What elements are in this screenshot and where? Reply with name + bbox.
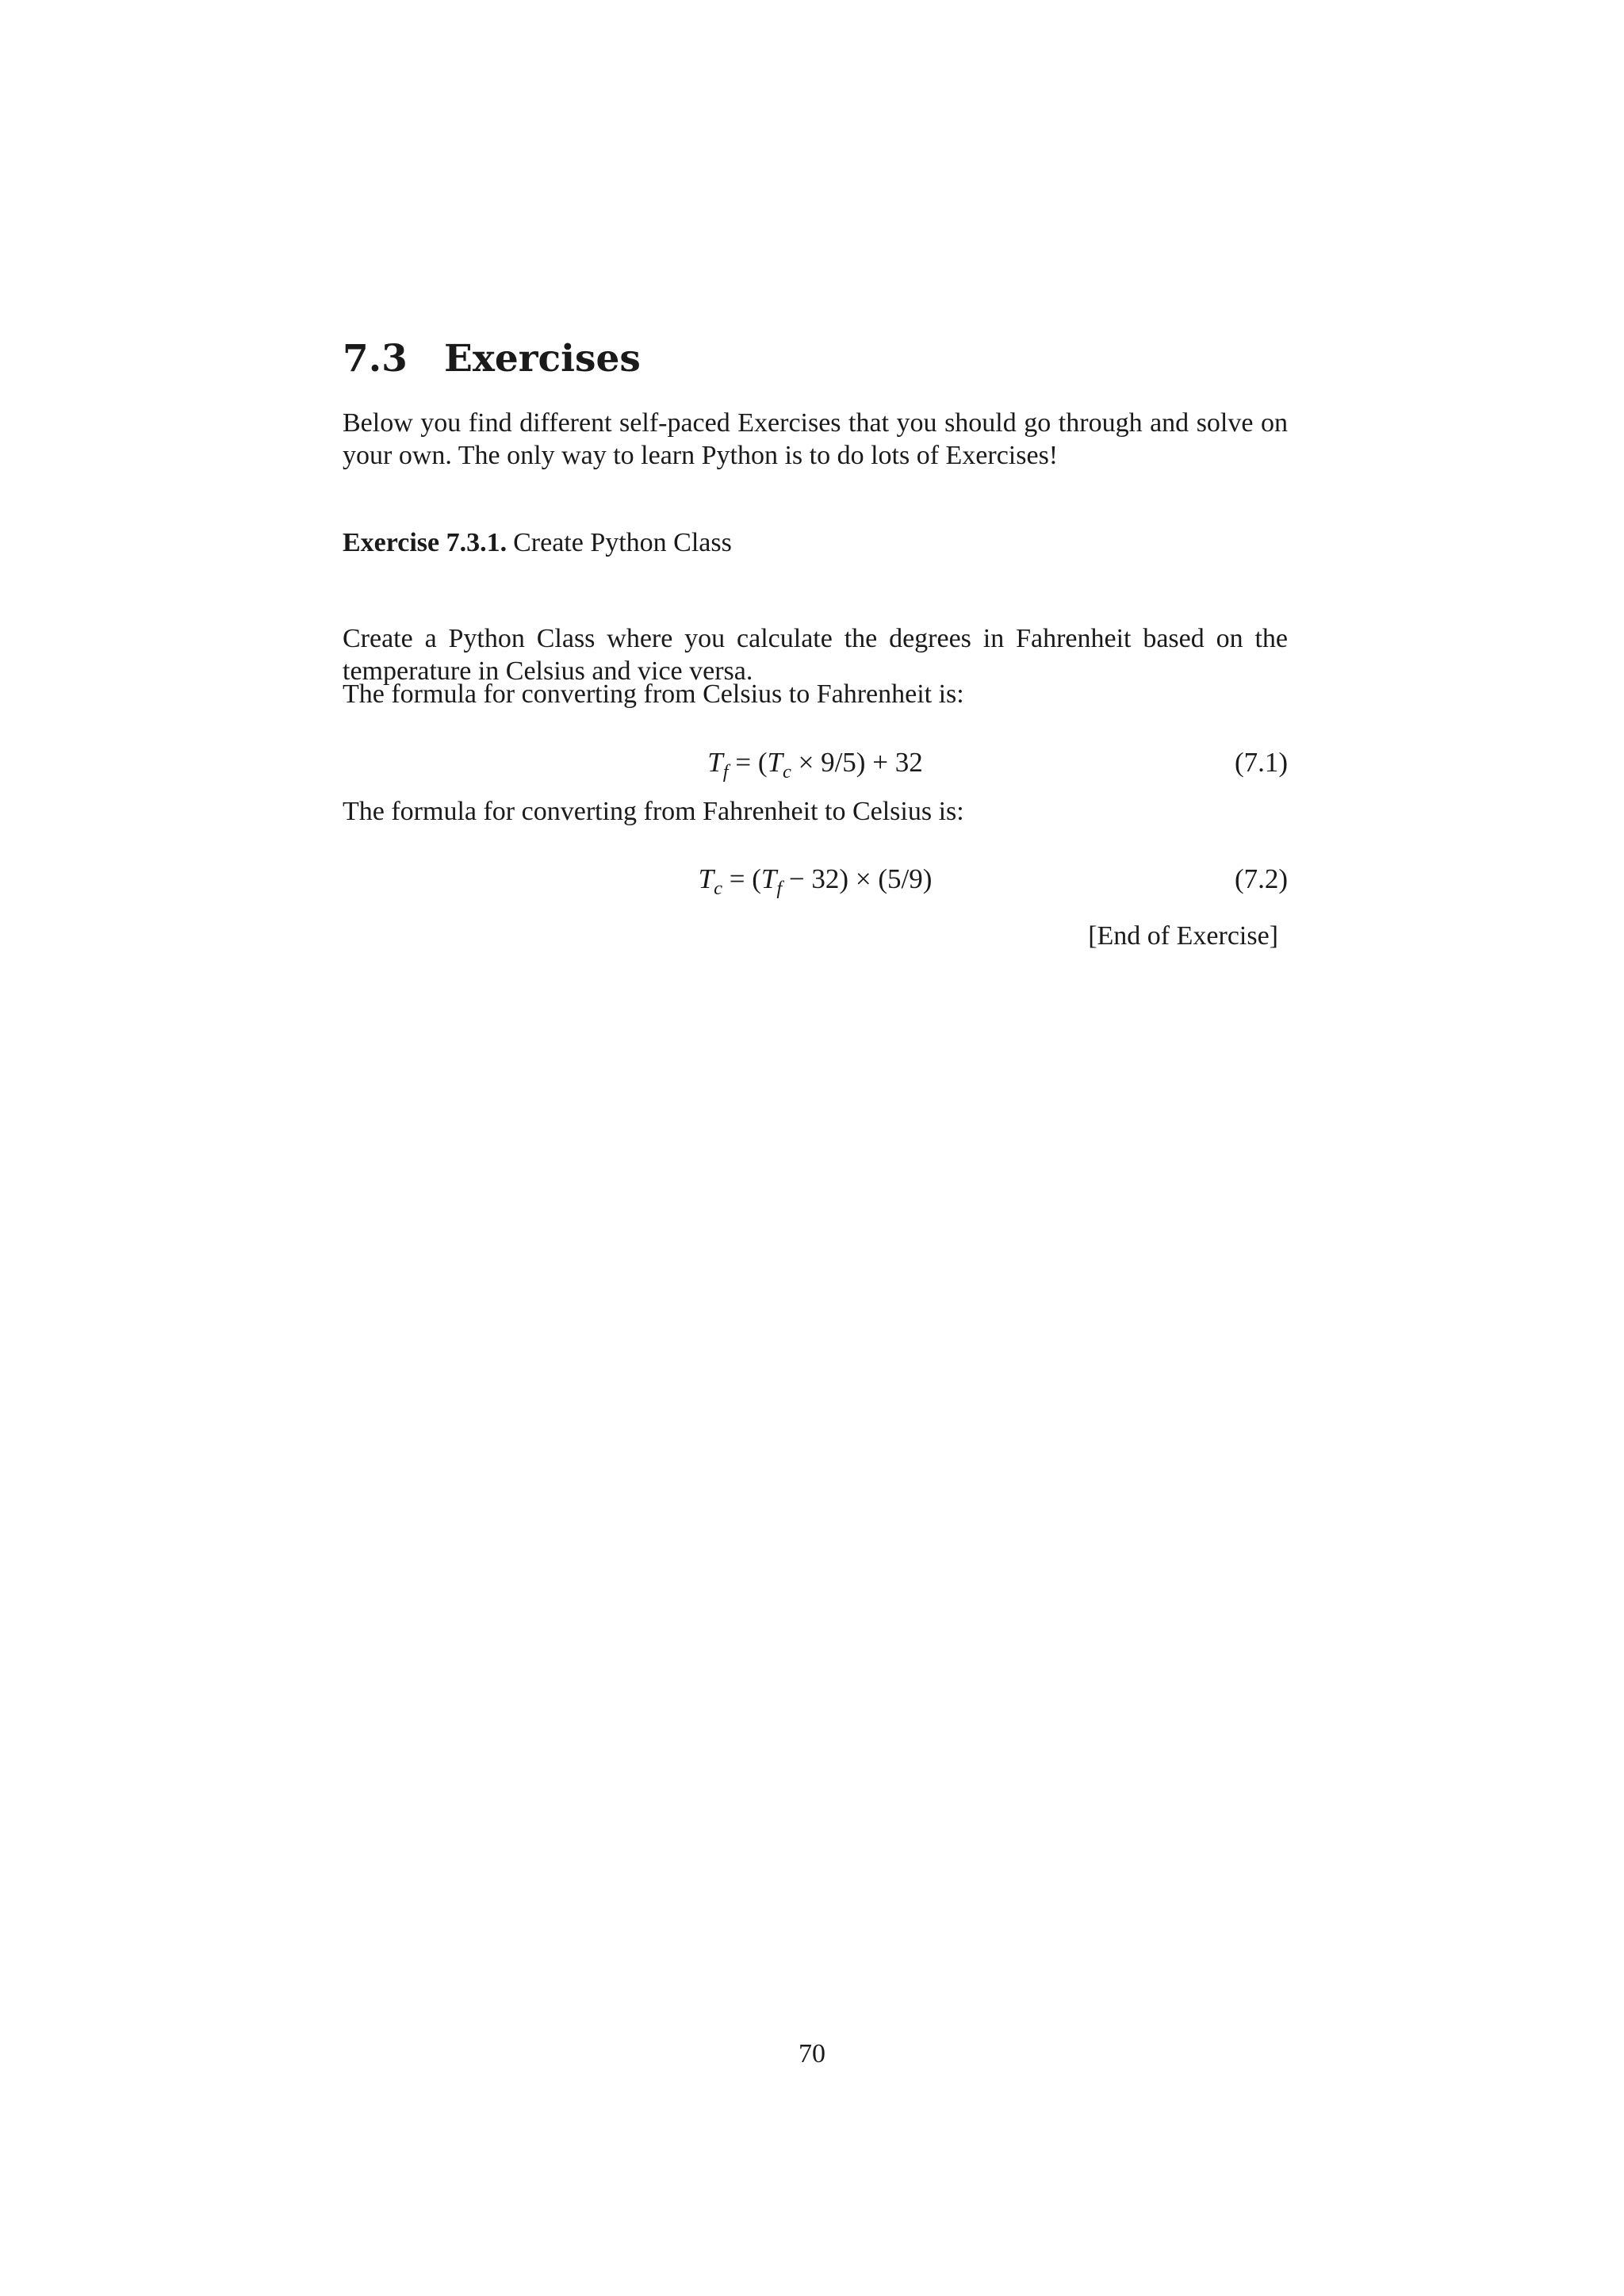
exercise-heading xyxy=(343,526,1288,559)
exercise-label: Exercise 7.3.1. xyxy=(343,528,508,557)
equation-number: (7.2) xyxy=(1234,863,1288,894)
formula-intro-fahrenheit-to-celsius: The formula for converting from Fahrenheit to Celsius is: xyxy=(343,797,964,826)
equation-expression: $T_f = (T_c \times 9/5) + 32$ xyxy=(707,747,923,783)
page-number: 70 xyxy=(799,2039,825,2068)
exercise-title: Create Python Class xyxy=(513,528,732,557)
equation-fahrenheit-to-celsius xyxy=(343,862,1288,897)
formula-intro-celsius-to-fahrenheit: The formula for converting from Celsius to Fahrenheit is: xyxy=(343,679,964,709)
intro-paragraph: Below you find different self-paced Exercises that you should go through and solve on your own. The only way to learn Python is to do lots of Exercises! xyxy=(343,408,1288,470)
equation-expression: $T_c = (T_f - 32) \times (5/9)$ xyxy=(698,863,933,899)
exercise-description: Create a Python Class where you calculate the degrees in Fahrenheit based on the temperature in Celsius and vice versa. xyxy=(343,624,1288,686)
equation-celsius-to-fahrenheit xyxy=(343,745,1288,783)
section-number: 7.3 xyxy=(343,337,408,381)
equation-number: (7.1) xyxy=(1234,747,1288,778)
section-title: Exercises xyxy=(444,337,641,381)
section-heading xyxy=(343,331,1288,387)
end-of-exercise-marker: [End of Exercise] xyxy=(1088,921,1278,951)
